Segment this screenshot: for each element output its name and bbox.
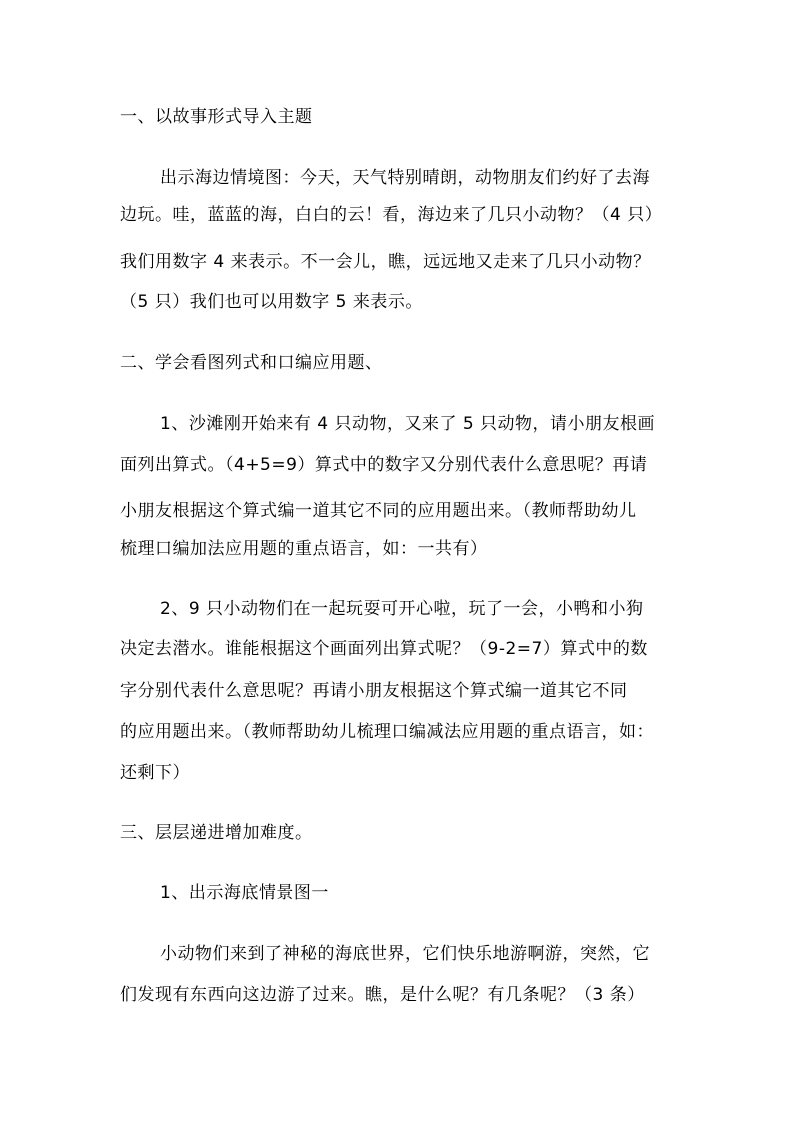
heading-1: 一、以故事形式导入主题 <box>120 107 313 127</box>
paragraph-line: 面列出算式。（4+5=9）算式中的数字又分别代表什么意思呢？再请 <box>120 455 648 475</box>
paragraph-line: （5 只）我们也可以用数字 5 来表示。 <box>120 292 423 312</box>
paragraph-line: 2、9 只小动物们在一起玩耍可开心啦，玩了一会，小鸭和小狗 <box>160 599 644 619</box>
paragraph-line: 梳理口编加法应用题的重点语言，如：一共有） <box>120 539 488 559</box>
paragraph-line: 的应用题出来。（教师帮助幼儿梳理口编减法应用题的重点语言，如： <box>120 722 654 742</box>
paragraph-line: 们发现有东西向这边游了过来。瞧，是什么呢？有几条呢？（3 条） <box>120 985 645 1005</box>
subheading: 1、出示海底情景图一 <box>160 883 329 903</box>
paragraph-line: 还剩下） <box>120 763 190 783</box>
heading-2: 二、学会看图列式和口编应用题、 <box>120 353 383 373</box>
paragraph-line: 决定去潜水。谁能根据这个画面列出算式呢？（9-2=7）算式中的数 <box>120 639 648 659</box>
paragraph-line: 小动物们来到了神秘的海底世界，它们快乐地游啊游，突然，它 <box>160 944 650 964</box>
paragraph-line: 出示海边情境图：今天，天气特别晴朗，动物朋友们约好了去海 <box>160 168 650 188</box>
paragraph-line: 小朋友根据这个算式编一道其它不同的应用题出来。（教师帮助幼儿 <box>120 501 637 521</box>
heading-3: 三、层层递进增加难度。 <box>120 823 313 843</box>
paragraph-line: 1、沙滩刚开始来有 4 只动物，又来了 5 只动物，请小朋友根画 <box>160 414 656 434</box>
paragraph-line: 字分别代表什么意思呢？再请小朋友根据这个算式编一道其它不同 <box>120 681 628 701</box>
paragraph-line: 我们用数字 4 来表示。不一会儿，瞧，远远地又走来了几只小动物？ <box>120 252 651 272</box>
paragraph-line: 边玩。哇，蓝蓝的海，白白的云！看，海边来了几只小动物？（4 只） <box>120 205 663 225</box>
